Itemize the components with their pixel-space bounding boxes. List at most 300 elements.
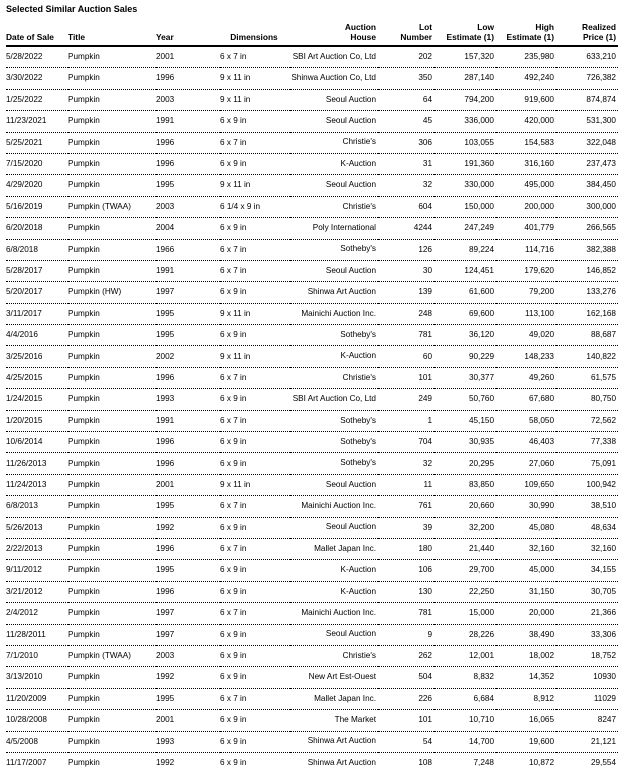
cell-year: 1997 bbox=[156, 282, 220, 303]
cell-low-estimate: 69,600 bbox=[434, 303, 496, 324]
cell-low-estimate: 22,250 bbox=[434, 581, 496, 602]
cell-realized-price: 237,473 bbox=[556, 153, 618, 174]
cell-low-estimate: 36,120 bbox=[434, 325, 496, 346]
cell-auction-house: Seoul Auction bbox=[290, 624, 378, 645]
table-row bbox=[6, 474, 618, 495]
cell-lot-number: 306 bbox=[378, 132, 434, 153]
cell-dimensions: 9 x 11 in bbox=[220, 89, 290, 110]
cell-date: 6/8/2013 bbox=[6, 496, 68, 517]
cell-high-estimate: 31,150 bbox=[496, 581, 556, 602]
cell-title: Pumpkin bbox=[68, 111, 156, 132]
cell-dimensions: 6 x 9 in bbox=[220, 645, 290, 666]
cell-date: 2/4/2012 bbox=[6, 603, 68, 624]
cell-lot-number: 704 bbox=[378, 432, 434, 453]
cell-title: Pumpkin bbox=[68, 132, 156, 153]
cell-low-estimate: 89,224 bbox=[434, 239, 496, 260]
cell-high-estimate: 114,716 bbox=[496, 239, 556, 260]
cell-realized-price: 38,510 bbox=[556, 496, 618, 517]
cell-dimensions: 6 x 7 in bbox=[220, 367, 290, 388]
cell-realized-price: 10930 bbox=[556, 667, 618, 688]
cell-lot-number: 32 bbox=[378, 453, 434, 474]
cell-realized-price: 133,276 bbox=[556, 282, 618, 303]
cell-auction-house: K-Auction bbox=[290, 346, 378, 367]
cell-year: 1996 bbox=[156, 153, 220, 174]
cell-lot-number: 350 bbox=[378, 68, 434, 89]
cell-year: 1992 bbox=[156, 517, 220, 538]
cell-title: Pumpkin bbox=[68, 303, 156, 324]
cell-realized-price: 21,366 bbox=[556, 603, 618, 624]
cell-auction-house: SBI Art Auction Co, Ltd bbox=[290, 389, 378, 410]
cell-lot-number: 781 bbox=[378, 325, 434, 346]
table-row bbox=[6, 645, 618, 666]
table-row bbox=[6, 710, 618, 731]
cell-title: Pumpkin bbox=[68, 346, 156, 367]
cell-lot-number: 4244 bbox=[378, 218, 434, 239]
header-row bbox=[6, 15, 618, 46]
cell-high-estimate: 46,403 bbox=[496, 432, 556, 453]
cell-year: 2001 bbox=[156, 474, 220, 495]
cell-lot-number: 604 bbox=[378, 196, 434, 217]
cell-high-estimate: 20,000 bbox=[496, 603, 556, 624]
cell-dimensions: 6 x 9 in bbox=[220, 560, 290, 581]
cell-lot-number: 45 bbox=[378, 111, 434, 132]
table-row bbox=[6, 688, 618, 709]
cell-dimensions: 6 x 9 in bbox=[220, 517, 290, 538]
cell-dimensions: 6 x 9 in bbox=[220, 432, 290, 453]
cell-year: 1995 bbox=[156, 175, 220, 196]
cell-realized-price: 11029 bbox=[556, 688, 618, 709]
cell-lot-number: 39 bbox=[378, 517, 434, 538]
cell-dimensions: 9 x 11 in bbox=[220, 68, 290, 89]
cell-high-estimate: 113,100 bbox=[496, 303, 556, 324]
cell-lot-number: 504 bbox=[378, 667, 434, 688]
cell-auction-house: The Market bbox=[290, 710, 378, 731]
cell-auction-house: Shinwa Auction Co, Ltd bbox=[290, 68, 378, 89]
cell-auction-house: Seoul Auction bbox=[290, 474, 378, 495]
cell-title: Pumpkin bbox=[68, 474, 156, 495]
cell-realized-price: 34,155 bbox=[556, 560, 618, 581]
cell-year: 1996 bbox=[156, 367, 220, 388]
cell-year: 1996 bbox=[156, 132, 220, 153]
cell-year: 1992 bbox=[156, 667, 220, 688]
cell-high-estimate: 235,980 bbox=[496, 46, 556, 68]
cell-year: 2003 bbox=[156, 89, 220, 110]
cell-high-estimate: 10,872 bbox=[528, 757, 554, 767]
cell-title: Pumpkin (HW) bbox=[68, 282, 156, 303]
cell-date: 3/25/2016 bbox=[6, 346, 68, 367]
cell-lot-number: 108 bbox=[418, 757, 432, 767]
cell-low-estimate: 50,760 bbox=[434, 389, 496, 410]
cell-low-estimate: 32,200 bbox=[434, 517, 496, 538]
cell-high-estimate: 109,650 bbox=[496, 474, 556, 495]
table-row bbox=[6, 752, 618, 773]
cell-lot-number: 248 bbox=[378, 303, 434, 324]
cell-low-estimate: 247,249 bbox=[434, 218, 496, 239]
cell-high-estimate: 14,352 bbox=[496, 667, 556, 688]
cell-dimensions: 6 x 9 in bbox=[220, 111, 290, 132]
cell-year: 1993 bbox=[156, 389, 220, 410]
cell-low-estimate: 45,150 bbox=[434, 410, 496, 431]
cell-realized-price: 162,168 bbox=[556, 303, 618, 324]
cell-auction-house: Sotheby's bbox=[290, 410, 378, 431]
header-auction-house-line1: Auction bbox=[344, 22, 376, 32]
cell-low-estimate: 336,000 bbox=[434, 111, 496, 132]
cell-lot-number: 781 bbox=[378, 603, 434, 624]
cell-low-estimate: 150,000 bbox=[434, 196, 496, 217]
cell-lot-number: 139 bbox=[378, 282, 434, 303]
cell-low-estimate: 6,684 bbox=[434, 688, 496, 709]
table-row bbox=[6, 731, 618, 752]
table-row bbox=[6, 581, 618, 602]
cell-date: 5/25/2021 bbox=[6, 132, 68, 153]
cell-year: 1995 bbox=[156, 303, 220, 324]
cell-date: 10/28/2008 bbox=[6, 710, 68, 731]
cell-high-estimate: 200,000 bbox=[496, 196, 556, 217]
cell-dimensions: 6 x 7 in bbox=[220, 688, 290, 709]
cell-date: 1/20/2015 bbox=[6, 410, 68, 431]
cell-dimensions: 6 x 7 in bbox=[220, 496, 290, 517]
header-realized-price-line1: Realized bbox=[582, 22, 616, 32]
table-row bbox=[6, 282, 618, 303]
cell-low-estimate: 20,660 bbox=[434, 496, 496, 517]
cell-realized-price: 146,852 bbox=[556, 260, 618, 281]
cell-dimensions: 6 x 9 in bbox=[220, 731, 290, 752]
cell-low-estimate: 8,832 bbox=[434, 667, 496, 688]
cell-date: 3/11/2017 bbox=[6, 303, 68, 324]
cell-title: Pumpkin bbox=[68, 239, 156, 260]
cell-high-estimate: 401,779 bbox=[496, 218, 556, 239]
cell-year: 2004 bbox=[156, 218, 220, 239]
cell-lot-number: 226 bbox=[378, 688, 434, 709]
table-row bbox=[6, 496, 618, 517]
table-header bbox=[6, 15, 618, 46]
table-row bbox=[6, 346, 618, 367]
cell-realized-price: 75,091 bbox=[556, 453, 618, 474]
table-row bbox=[6, 410, 618, 431]
cell-high-estimate: 58,050 bbox=[496, 410, 556, 431]
cell-dimensions: 9 x 11 in bbox=[220, 474, 290, 495]
cell-low-estimate: 15,000 bbox=[434, 603, 496, 624]
table-row bbox=[6, 432, 618, 453]
cell-low-estimate: 10,710 bbox=[434, 710, 496, 731]
table-row bbox=[6, 46, 618, 68]
cell-date: 11/24/2013 bbox=[6, 474, 68, 495]
header-low-estimate bbox=[434, 15, 496, 46]
cell-low-estimate: 29,700 bbox=[434, 560, 496, 581]
cell-date: 6/8/2018 bbox=[6, 239, 68, 260]
cell-auction-house: K-Auction bbox=[290, 581, 378, 602]
cell-high-estimate: 179,620 bbox=[496, 260, 556, 281]
cell-low-estimate: 30,935 bbox=[434, 432, 496, 453]
cell-auction-house: Christie's bbox=[290, 196, 378, 217]
cell-realized-price: 382,388 bbox=[556, 239, 618, 260]
cell-low-estimate: 103,055 bbox=[434, 132, 496, 153]
cell-low-estimate: 157,320 bbox=[434, 46, 496, 68]
cell-high-estimate: 32,160 bbox=[496, 538, 556, 559]
table-row bbox=[6, 175, 618, 196]
cell-date: 6/20/2018 bbox=[6, 218, 68, 239]
cell-date: 11/23/2021 bbox=[6, 111, 68, 132]
cell-low-estimate: 83,850 bbox=[434, 474, 496, 495]
cell-title: Pumpkin bbox=[68, 667, 156, 688]
cell-auction-house: New Art Est-Ouest bbox=[290, 667, 378, 688]
cell-dimensions: 6 x 9 in bbox=[220, 453, 290, 474]
table-row bbox=[6, 111, 618, 132]
cell-title: Pumpkin bbox=[68, 367, 156, 388]
cell-dimensions: 6 x 9 in bbox=[220, 667, 290, 688]
cell-auction-house: Mallet Japan Inc. bbox=[290, 688, 378, 709]
table-row bbox=[6, 560, 618, 581]
cell-low-estimate: 191,360 bbox=[434, 153, 496, 174]
cell-lot-number: 106 bbox=[378, 560, 434, 581]
table-row bbox=[6, 325, 618, 346]
cell-title: Pumpkin bbox=[68, 603, 156, 624]
cell-realized-price: 80,750 bbox=[556, 389, 618, 410]
cell-dimensions: 6 x 9 in bbox=[220, 581, 290, 602]
cell-auction-house: Mainichi Auction Inc. bbox=[290, 496, 378, 517]
cell-date: 5/26/2013 bbox=[6, 517, 68, 538]
cell-title: Pumpkin bbox=[68, 538, 156, 559]
header-lot-number bbox=[378, 15, 434, 46]
header-low-estimate-line2: Estimate (1) bbox=[446, 32, 494, 42]
cell-realized-price: 61,575 bbox=[556, 367, 618, 388]
cell-high-estimate: 16,065 bbox=[496, 710, 556, 731]
cell-dimensions: 6 x 9 in bbox=[220, 282, 290, 303]
cell-date: 11/20/2009 bbox=[6, 688, 68, 709]
cell-title: Pumpkin bbox=[68, 453, 156, 474]
cell-lot-number: 32 bbox=[378, 175, 434, 196]
cell-date: 10/6/2014 bbox=[6, 432, 68, 453]
cell-year: 1997 bbox=[156, 624, 220, 645]
table-row bbox=[6, 538, 618, 559]
cell-year: 1996 bbox=[156, 68, 220, 89]
cell-realized-price: 77,338 bbox=[556, 432, 618, 453]
cell-auction-house: Shinwa Art Auction bbox=[307, 757, 376, 767]
cell-realized-price: 8247 bbox=[556, 710, 618, 731]
cell-low-estimate: 21,440 bbox=[434, 538, 496, 559]
cell-date: 4/5/2008 bbox=[6, 731, 68, 752]
header-realized-price-line2: Price (1) bbox=[582, 32, 616, 42]
table-row bbox=[6, 367, 618, 388]
cell-year: 1995 bbox=[156, 496, 220, 517]
cell-title: Pumpkin bbox=[68, 624, 156, 645]
cell-high-estimate: 30,990 bbox=[496, 496, 556, 517]
cell-auction-house: Christie's bbox=[290, 645, 378, 666]
cell-auction-house: Sotheby's bbox=[290, 432, 378, 453]
cell-year: 1991 bbox=[156, 260, 220, 281]
cell-dimensions: 6 1/4 x 9 in bbox=[220, 196, 290, 217]
cell-low-estimate: 28,226 bbox=[434, 624, 496, 645]
header-high-estimate-line2: Estimate (1) bbox=[506, 32, 554, 42]
cell-title: Pumpkin bbox=[68, 731, 156, 752]
cell-high-estimate: 148,233 bbox=[496, 346, 556, 367]
cell-dimensions: 6 x 7 in bbox=[220, 603, 290, 624]
cell-title: Pumpkin bbox=[68, 46, 156, 68]
cell-lot-number: 101 bbox=[378, 367, 434, 388]
header-auction-house-line2: House bbox=[350, 32, 376, 42]
header-high-estimate-line1: High bbox=[535, 22, 554, 32]
cell-title: Pumpkin bbox=[68, 410, 156, 431]
cell-dimensions: 6 x 7 in bbox=[220, 260, 290, 281]
cell-low-estimate: 330,000 bbox=[434, 175, 496, 196]
cell-year: 2001 bbox=[156, 710, 220, 731]
cell-realized-price: 633,210 bbox=[556, 46, 618, 68]
cell-lot-number: 180 bbox=[378, 538, 434, 559]
cell-high-estimate: 316,160 bbox=[496, 153, 556, 174]
cell-title: Pumpkin (TWAA) bbox=[68, 196, 156, 217]
cell-year: 2002 bbox=[156, 346, 220, 367]
cell-title: Pumpkin bbox=[68, 496, 156, 517]
cell-high-estimate: 38,490 bbox=[496, 624, 556, 645]
cell-title: Pumpkin bbox=[68, 710, 156, 731]
cell-high-estimate: 27,060 bbox=[496, 453, 556, 474]
cell-year: 1992 bbox=[156, 757, 175, 767]
cell-realized-price: 30,705 bbox=[556, 581, 618, 602]
cell-auction-house: Sotheby's bbox=[290, 239, 378, 260]
cell-auction-house: Seoul Auction bbox=[290, 111, 378, 132]
cell-title: Pumpkin bbox=[68, 175, 156, 196]
cell-dimensions: 9 x 11 in bbox=[220, 303, 290, 324]
cell-dimensions: 6 x 9 in bbox=[220, 218, 290, 239]
cell-date: 3/30/2022 bbox=[6, 68, 68, 89]
cell-high-estimate: 19,600 bbox=[496, 731, 556, 752]
cell-dimensions: 6 x 7 in bbox=[220, 46, 290, 68]
cell-lot-number: 130 bbox=[378, 581, 434, 602]
header-dimensions: Dimensions bbox=[220, 15, 290, 46]
cell-realized-price: 266,565 bbox=[556, 218, 618, 239]
header-low-estimate-line1: Low bbox=[477, 22, 494, 32]
cell-date: 7/15/2020 bbox=[6, 153, 68, 174]
cell-dimensions: 6 x 9 in bbox=[220, 624, 290, 645]
cell-title: Pumpkin bbox=[68, 153, 156, 174]
cell-realized-price: 29,554 bbox=[590, 757, 616, 767]
cell-high-estimate: 420,000 bbox=[496, 111, 556, 132]
cell-realized-price: 88,687 bbox=[556, 325, 618, 346]
table-row bbox=[6, 517, 618, 538]
report-title: Selected Similar Auction Sales bbox=[6, 4, 138, 14]
cell-low-estimate: 124,451 bbox=[434, 260, 496, 281]
cell-lot-number: 30 bbox=[378, 260, 434, 281]
cell-high-estimate: 49,260 bbox=[496, 367, 556, 388]
cell-year: 1966 bbox=[156, 239, 220, 260]
cell-auction-house: Seoul Auction bbox=[290, 89, 378, 110]
cell-high-estimate: 18,002 bbox=[496, 645, 556, 666]
cell-title: Pumpkin bbox=[68, 757, 100, 767]
cell-dimensions: 6 x 7 in bbox=[220, 538, 290, 559]
cell-year: 2001 bbox=[156, 46, 220, 68]
cell-realized-price: 300,000 bbox=[556, 196, 618, 217]
cell-high-estimate: 67,680 bbox=[496, 389, 556, 410]
cell-year: 1995 bbox=[156, 325, 220, 346]
cell-high-estimate: 49,020 bbox=[496, 325, 556, 346]
table-row bbox=[6, 453, 618, 474]
cell-title: Pumpkin bbox=[68, 325, 156, 346]
cell-auction-house: SBI Art Auction Co, Ltd bbox=[290, 46, 378, 68]
cell-dimensions: 6 x 7 in bbox=[220, 132, 290, 153]
cell-dimensions: 6 x 9 in bbox=[220, 325, 290, 346]
cell-lot-number: 1 bbox=[378, 410, 434, 431]
header-realized-price bbox=[556, 15, 618, 46]
table-row bbox=[6, 68, 618, 89]
table-row bbox=[6, 89, 618, 110]
cell-realized-price: 384,450 bbox=[556, 175, 618, 196]
cell-lot-number: 31 bbox=[378, 153, 434, 174]
table-row bbox=[6, 260, 618, 281]
cell-auction-house: Shinwa Art Auction bbox=[290, 282, 378, 303]
cell-title: Pumpkin bbox=[68, 581, 156, 602]
cell-high-estimate: 79,200 bbox=[496, 282, 556, 303]
table-row bbox=[6, 603, 618, 624]
cell-year: 1996 bbox=[156, 432, 220, 453]
table-body bbox=[6, 46, 618, 773]
cell-lot-number: 249 bbox=[378, 389, 434, 410]
cell-auction-house: Mainichi Auction Inc. bbox=[290, 603, 378, 624]
cell-auction-house: K-Auction bbox=[290, 153, 378, 174]
cell-dimensions: 6 x 7 in bbox=[220, 410, 290, 431]
cell-high-estimate: 8,912 bbox=[496, 688, 556, 709]
cell-year: 1996 bbox=[156, 538, 220, 559]
cell-realized-price: 100,942 bbox=[556, 474, 618, 495]
header-lot-number-line1: Lot bbox=[418, 22, 432, 32]
cell-title: Pumpkin bbox=[68, 432, 156, 453]
cell-low-estimate: 794,200 bbox=[434, 89, 496, 110]
cell-title: Pumpkin bbox=[68, 68, 156, 89]
cell-lot-number: 11 bbox=[378, 474, 434, 495]
cell-year: 1991 bbox=[156, 410, 220, 431]
cell-title: Pumpkin bbox=[68, 218, 156, 239]
cell-year: 1996 bbox=[156, 453, 220, 474]
cell-auction-house: Mainichi Auction Inc. bbox=[290, 303, 378, 324]
cell-low-estimate: 90,229 bbox=[434, 346, 496, 367]
cell-auction-house: Seoul Auction bbox=[290, 517, 378, 538]
cell-year: 1993 bbox=[156, 731, 220, 752]
cell-lot-number: 761 bbox=[378, 496, 434, 517]
cell-date: 4/4/2016 bbox=[6, 325, 68, 346]
cell-auction-house: Sotheby's bbox=[290, 453, 378, 474]
cell-date: 5/16/2019 bbox=[6, 196, 68, 217]
cell-high-estimate: 495,000 bbox=[496, 175, 556, 196]
cell-year: 1997 bbox=[156, 603, 220, 624]
cell-dimensions: 9 x 11 in bbox=[220, 346, 290, 367]
cell-date: 9/11/2012 bbox=[6, 560, 68, 581]
cell-auction-house: Christie's bbox=[290, 132, 378, 153]
cell-high-estimate: 45,000 bbox=[496, 560, 556, 581]
header-date: Date of Sale bbox=[6, 15, 68, 46]
cell-realized-price: 322,048 bbox=[556, 132, 618, 153]
cell-title: Pumpkin bbox=[68, 89, 156, 110]
cell-auction-house: K-Auction bbox=[290, 560, 378, 581]
auction-sales-table bbox=[6, 15, 618, 773]
table-row bbox=[6, 667, 618, 688]
cell-date: 4/29/2020 bbox=[6, 175, 68, 196]
cell-date: 11/28/2011 bbox=[6, 624, 68, 645]
cell-lot-number: 101 bbox=[378, 710, 434, 731]
cell-realized-price: 18,752 bbox=[556, 645, 618, 666]
table-row bbox=[6, 389, 618, 410]
cell-low-estimate: 287,140 bbox=[434, 68, 496, 89]
cell-title: Pumpkin bbox=[68, 688, 156, 709]
cell-title: Pumpkin bbox=[68, 560, 156, 581]
cell-date: 2/22/2013 bbox=[6, 538, 68, 559]
cell-low-estimate: 20,295 bbox=[434, 453, 496, 474]
cell-dimensions: 6 x 9 in bbox=[220, 153, 290, 174]
cell-auction-house: Seoul Auction bbox=[290, 175, 378, 196]
cell-auction-house: Poly International bbox=[290, 218, 378, 239]
table-row bbox=[6, 132, 618, 153]
cell-dimensions: 6 x 9 in bbox=[220, 710, 290, 731]
cell-date: 11/26/2013 bbox=[6, 453, 68, 474]
cell-date: 4/25/2015 bbox=[6, 367, 68, 388]
